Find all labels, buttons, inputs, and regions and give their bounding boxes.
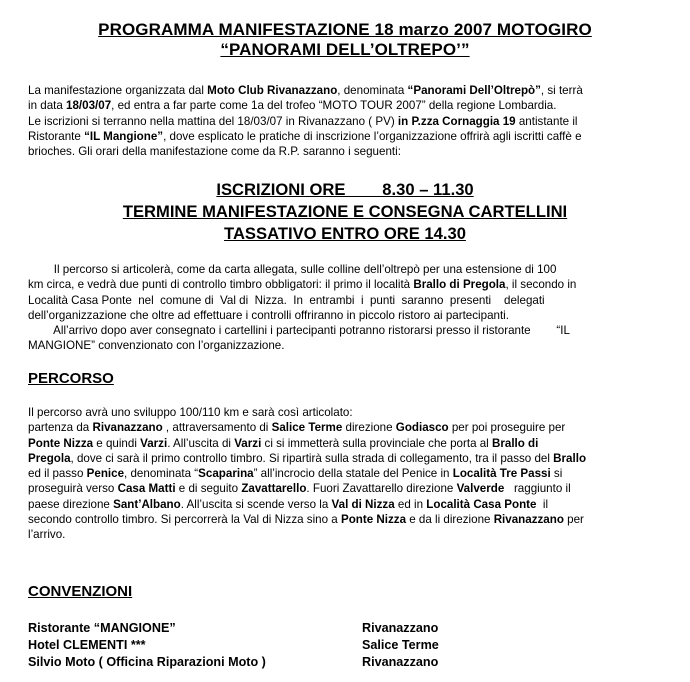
convenzione-place: Rivanazzano [362, 655, 439, 669]
description-line: km circa, e vedrà due punti di controllo timbro obbligatori: il primo il località Brallo di Pregola, il secondo in [28, 278, 577, 292]
description-line: Località Casa Ponte nel comune di Val di Nizza. In entrambi i punti saranno presenti delegati [28, 293, 545, 307]
percorso-line: secondo controllo timbro. Si percorrerà la Val di Nizza sino a Ponte Nizza e da li direzione Rivanazzano per [28, 513, 584, 527]
percorso-line: Pregola, dove ci sarà il primo controllo timbro. Si ripartirà sulla strada di collegamento, tra il passo del Brallo [28, 451, 587, 465]
convenzione-name: Ristorante “MANGIONE” [28, 621, 176, 635]
description-line: MANGIONE” convenzionato con l’organizzazione. [28, 339, 285, 353]
intro-line: Ristorante “IL Mangione”, dove esplicato le pratiche di inscrizione l’organizzazione offrirà agli iscritti caffè e [28, 129, 582, 143]
schedule-line-2: TERMINE MANIFESTAZIONE E CONSEGNA CARTELLINI [122, 202, 568, 221]
convenzioni-heading: CONVENZIONI [28, 583, 133, 600]
description-line: All’arrivo dopo aver consegnato i cartellini i partecipanti potranno ristorarsi presso il ristorante “IL [28, 324, 570, 338]
description-line: Il percorso si articolerà, come da carta allegata, sulle colline dell’oltrepò per una estensione di 100 [28, 263, 557, 276]
percorso-line: proseguirà verso Casa Matti e di seguito Zavattarello. Fuori Zavattarello direzione Valverde raggiunto il [28, 482, 571, 496]
convenzione-name: Silvio Moto ( Officina Riparazioni Moto ) [28, 655, 266, 669]
percorso-line: Il percorso avrà uno sviluppo 100/110 km e sarà così articolato: [28, 406, 353, 419]
description-paragraph [28, 262, 683, 354]
convenzione-name: Hotel CLEMENTI *** [28, 638, 146, 652]
percorso-paragraph [28, 405, 683, 543]
percorso-line: partenza da Rivanazzano , attraversamento di Salice Terme direzione Godiasco per poi proseguire per [28, 421, 566, 435]
title-line-2: “PANORAMI DELL’OLTREPO’” [220, 40, 470, 59]
intro-line: brioches. Gli orari della manifestazione come da R.P. saranno i seguenti: [28, 145, 401, 159]
convenzione-place: Salice Terme [362, 638, 439, 652]
percorso-line: paese direzione Sant’Albano. All’uscita si scende verso la Val di Nizza ed in Località Casa Ponte il [28, 497, 549, 511]
intro-line: Le iscrizioni si terranno nella mattina del 18/03/07 in Rivanazzano ( PV) in P.zza Cornaggia 19 antistante il [28, 114, 578, 128]
intro-paragraph [28, 83, 683, 159]
intro-line: in data 18/03/07, ed entra a far parte come 1a del trofeo “MOTO TOUR 2007” della regione Lombardia. [28, 99, 557, 113]
description-line: dell’organizzazione che oltre ad effettuare i controlli offriranno in piccolo ristoro ai partecipanti. [28, 308, 509, 322]
schedule-line-3: TASSATIVO ENTRO ORE 14.30 [224, 224, 466, 243]
title-line-1: PROGRAMMA MANIFESTAZIONE 18 marzo 2007 MOTOGIRO [98, 20, 592, 39]
convenzione-place: Rivanazzano [362, 621, 439, 635]
percorso-line: ed il passo Penice, denominata “Scaparina” all’incrocio della statale del Penice in Località Tre Passi si [28, 467, 563, 481]
schedule-line-1: ISCRIZIONI ORE 8.30 – 11.30 [216, 180, 474, 199]
percorso-heading: PERCORSO [28, 370, 114, 387]
intro-line: La manifestazione organizzata dal Moto Club Rivanazzano, denominata “Panorami Dell’Oltrepò”, si terrà [28, 84, 583, 97]
percorso-line: Ponte Nizza e quindi Varzi. All’uscita di Varzi ci si immetterà sulla provinciale che porta al Brallo di [28, 436, 539, 450]
percorso-line: l’arrivo. [28, 528, 66, 542]
